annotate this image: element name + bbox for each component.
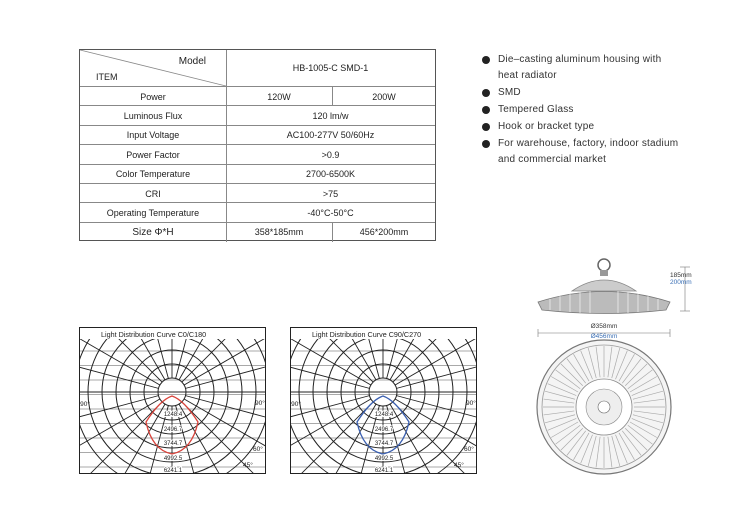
lamp-side-view [538, 259, 692, 314]
bullet-icon [482, 89, 490, 97]
feature-item [480, 102, 730, 118]
ring-value-label: 3744.7 [374, 441, 394, 447]
angle-label-60: 60° [464, 446, 474, 453]
angle-label-right: 90° [255, 400, 265, 407]
ring-value-label: 6241.1 [374, 468, 394, 474]
feature-text-continued: and commercial market [498, 154, 607, 165]
feature-text: Hook or bracket type [498, 121, 595, 132]
bullet-icon [482, 123, 490, 131]
table-header-cell [80, 50, 227, 86]
row-value: AC100-277V 50/60Hz [286, 130, 375, 141]
lamp-top-view [537, 323, 671, 474]
feature-list [480, 52, 730, 169]
table-row [80, 222, 435, 242]
chart-title: Light Distribution Curve C0/C180 [101, 330, 207, 339]
row-value: -40°C-50°C [307, 208, 354, 219]
lamp-drawing [520, 255, 720, 505]
row-value-left: 358*185mm [226, 223, 333, 242]
table-row [80, 144, 435, 164]
ring-value-label: 4992.5 [163, 456, 183, 462]
height-small-label: 185mm [670, 272, 692, 279]
height-large-label: 200mm [670, 279, 692, 286]
feature-text: For warehouse, factory, indoor stadium [498, 138, 679, 149]
chart-frame [291, 328, 477, 474]
ring-value-label: 4992.5 [374, 456, 394, 462]
feature-text: SMD [498, 87, 521, 98]
feature-text: Die–casting aluminum housing with [498, 54, 662, 65]
angle-label-left: -90° [79, 401, 90, 408]
row-label: CRI [80, 184, 227, 203]
row-value: >75 [322, 188, 339, 199]
model-value: HB-1005-C SMD-1 [292, 63, 369, 73]
bullet-icon [482, 106, 490, 114]
row-value: 2700-6500K [305, 169, 356, 180]
row-label: Color Temperature [80, 165, 227, 184]
light-distribution-chart-c90 [290, 327, 490, 482]
spec-table [79, 49, 436, 241]
table-row [80, 202, 435, 222]
angle-label-45: 45° [454, 462, 464, 469]
ring-value-label: 6241.1 [163, 468, 183, 474]
bullet-icon [482, 56, 490, 64]
item-label: ITEM [96, 72, 118, 82]
feature-text: Tempered Glass [498, 104, 574, 115]
model-label: Model [178, 56, 206, 67]
chart-title: Light Distribution Curve C90/C270 [312, 330, 422, 339]
row-label: Operating Temperature [80, 203, 227, 222]
table-row [80, 164, 435, 184]
row-value-right: 456*200mm [359, 227, 409, 238]
row-value-left: 120W [226, 87, 333, 106]
table-row [80, 86, 435, 106]
row-label: Size Φ*H [80, 223, 227, 242]
ring-value-label: 2496.7 [163, 427, 183, 433]
angle-label-45: 45° [243, 462, 253, 469]
row-label: Luminous Flux [80, 106, 227, 125]
diameter-small-label: Ø358mm [590, 323, 618, 330]
light-distribution-chart-c0 [79, 327, 269, 482]
table-row [80, 105, 435, 125]
feature-item [480, 136, 730, 168]
bullet-icon [482, 140, 490, 148]
angle-label-60: 60° [253, 446, 263, 453]
row-label: Power [80, 87, 227, 106]
feature-text-continued: heat radiator [498, 70, 557, 81]
table-row [80, 125, 435, 145]
feature-item [480, 52, 730, 84]
angle-label-right: 90° [466, 400, 476, 407]
table-row [80, 183, 435, 203]
row-label: Power Factor [80, 145, 227, 164]
diameter-large-label: Ø456mm [590, 333, 618, 340]
feature-item [480, 119, 730, 135]
row-value-right: 200W [372, 91, 396, 102]
feature-item [480, 85, 730, 101]
ring-value-label: 2496.7 [374, 427, 394, 433]
row-label: Input Voltage [80, 126, 227, 145]
angle-label-left: -90° [290, 401, 301, 408]
ring-value-label: 3744.7 [163, 441, 183, 447]
row-value: 120 lm/w [312, 111, 349, 122]
chart-frame [80, 328, 266, 474]
ring-value-label: 1248.4 [374, 412, 394, 418]
ring-value-label: 1248.4 [163, 412, 183, 418]
row-value: >0.9 [321, 149, 340, 160]
